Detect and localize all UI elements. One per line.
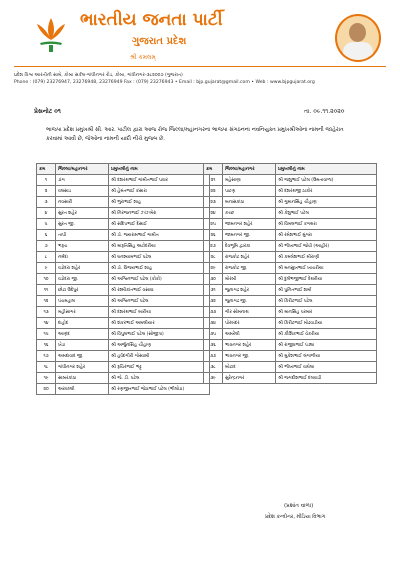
- table-row: [37, 340, 210, 351]
- row-president: શ્રી ભુરાભાઈ શાહ: [109, 197, 210, 208]
- table-row: [204, 252, 377, 263]
- table-row: [204, 340, 377, 351]
- table-row: [204, 329, 377, 340]
- row-president: શ્રી અશ્વિનભાઈ પટેલ (કોકો): [109, 274, 210, 285]
- row-president: શ્રી રાજીવભાઈ પંડ્યા: [276, 340, 377, 351]
- header-serial: ક્રમ: [37, 164, 56, 175]
- row-district: વડોદરા જી.: [56, 274, 109, 285]
- row-president: શ્રી કેશુભાઈ પટેલ: [276, 208, 377, 219]
- table-row: [204, 186, 377, 197]
- header-president: પ્રમુખશ્રીનું નામ: [276, 164, 377, 175]
- row-serial: ૩૩: [204, 307, 223, 318]
- row-serial: ૧: [37, 175, 56, 186]
- row-district: સુરત જી.: [56, 219, 109, 230]
- row-district: તાપી: [56, 230, 109, 241]
- table-row: [204, 175, 377, 186]
- row-serial: ૧૪: [37, 318, 56, 329]
- table-row: [37, 307, 210, 318]
- signatory-name: (પ્રશાંત વાળા): [284, 503, 314, 509]
- party-title: ભારતીય જનતા પાર્ટી: [80, 10, 223, 30]
- row-serial: ૭: [37, 241, 56, 252]
- row-president: શ્રી રૂચિરભાઈ ભટ્ટ: [109, 362, 210, 373]
- row-president: શ્રી મારૂતિસિંહ અટોદરીયા: [109, 241, 210, 252]
- press-note-date: તા. ૦૯.૧૧.૨૦૨૦: [304, 108, 345, 115]
- row-president: શ્રી ગુમાનસિંહ ચૌહાણ: [276, 197, 377, 208]
- row-serial: ૯: [37, 263, 56, 274]
- row-district: દેવભૂમિ દ્વારકા: [223, 241, 276, 252]
- announcement-paragraph: ભાજપા પ્રદેશ પ્રમુખશ્રી સી. આર. પાટીલ દ્વારા આજ રોજ જિલ્લા/મહાનગરના ભાજપા સંગઠનના નવનિયુક્ત પ્રમુખશ્રીઓના નામની જાહેરાત કરવામાં આવી છે, જેઓના નામની યાદી નીચે મુજબ છે.: [46, 127, 344, 142]
- row-district: નર્મદા: [56, 252, 109, 263]
- table-row: [204, 219, 377, 230]
- row-district: રાજકોટ શહેર: [223, 252, 276, 263]
- row-president: શ્રી જગદીશભાઈ દલવાડી: [276, 373, 377, 384]
- table-row: [37, 329, 210, 340]
- row-serial: ૩૨: [204, 296, 223, 307]
- row-district: અમદાવાદ જી.: [56, 351, 109, 362]
- row-serial: ૨૭: [204, 241, 223, 252]
- row-district: અમરેલી: [223, 329, 276, 340]
- row-district: ખેડા: [56, 340, 109, 351]
- row-president: શ્રી માનસિંહ પરમાર: [276, 307, 377, 318]
- table-row: [37, 208, 210, 219]
- row-district: પાટણ: [223, 186, 276, 197]
- table-row: [37, 230, 210, 241]
- row-president: શ્રી અર્જુનસિંહ ચૌહાણ: [109, 340, 210, 351]
- row-serial: ૨૬: [204, 230, 223, 241]
- table-row: [37, 285, 210, 296]
- row-president: શ્રી નિરંજનભાઈ ઝાંઝમેરા: [109, 208, 210, 219]
- row-district: છોટા ઉદેપુર: [56, 285, 109, 296]
- table-row: [204, 230, 377, 241]
- row-president: શ્રી રણજીતભાઈ જેઠાભાઈ પટેલ (ભીલોડા): [109, 384, 210, 395]
- row-district: નવસારી: [56, 197, 109, 208]
- row-district: અરવલ્લી: [56, 384, 109, 395]
- table-row: [204, 318, 377, 329]
- row-serial: ૩: [37, 197, 56, 208]
- address-line: પ્રદેશ વિશ્વ આરતીની સામે, કોબા સર્કલ-ગાંધીનગર રોડ, કોબા, ગાંધીનગર-૩૮૨૦૦૭ (ગુજરાત): [14, 73, 183, 78]
- row-serial: ૧૦: [37, 274, 56, 285]
- row-serial: ૧૭: [37, 351, 56, 362]
- row-serial: ૩૬: [204, 340, 223, 351]
- row-president: શ્રી ડૉ. વિજયભાઈ શાહ: [109, 263, 210, 274]
- row-district: કચ્છ: [223, 208, 276, 219]
- row-serial: ૨૯: [204, 263, 223, 274]
- row-district: ડાંગ: [56, 175, 109, 186]
- row-district: જામનગર શહેર: [223, 219, 276, 230]
- table-row: [37, 318, 210, 329]
- row-president: શ્રી દશરથજી ઠાકોર: [276, 186, 377, 197]
- row-serial: ૧૨: [37, 296, 56, 307]
- row-serial: ૧૯: [37, 373, 56, 384]
- row-district: દાહોદ: [56, 318, 109, 329]
- row-serial: ૩૦: [204, 274, 223, 285]
- row-serial: ૪: [37, 208, 56, 219]
- table-row: [204, 362, 377, 373]
- table-row: [37, 263, 210, 274]
- table-row: [204, 274, 377, 285]
- row-serial: ૬: [37, 230, 56, 241]
- row-president: શ્રી રમેશભાઈ મુંગરા: [276, 230, 377, 241]
- row-serial: ૧૮: [37, 362, 56, 373]
- table-row: [37, 241, 210, 252]
- table-row: [204, 197, 377, 208]
- row-serial: ૩૮: [204, 362, 223, 373]
- row-president: શ્રી જે. ડી. પટેલ: [109, 373, 210, 384]
- row-president: શ્રી અશ્વિનભાઈ પટેલ: [109, 296, 210, 307]
- row-president: શ્રી દશરથભાઈ બારીયા: [109, 307, 210, 318]
- row-president: શ્રી હેમંતભાઈ કંસારા: [109, 186, 210, 197]
- row-serial: ૧૫: [37, 329, 56, 340]
- row-district: જુનાગઢ શહેર: [223, 285, 276, 296]
- row-president: શ્રી કિરીટભાઈ મોઢવાડીયા: [276, 318, 377, 329]
- table-row: [204, 296, 377, 307]
- row-president: શ્રી મુકેશભાઈ લંગાળીયા: [276, 351, 377, 362]
- table-row: [204, 285, 377, 296]
- row-serial: ૩૭: [204, 351, 223, 362]
- row-serial: ૨૮: [204, 252, 223, 263]
- row-serial: ૨: [37, 186, 56, 197]
- president-table-right: [203, 163, 377, 384]
- table-row: [37, 252, 210, 263]
- table-row: [37, 186, 210, 197]
- row-district: રાજકોટ જી.: [223, 263, 276, 274]
- row-serial: ૨૨: [204, 186, 223, 197]
- row-district: ગીર સોમનાથ: [223, 307, 276, 318]
- row-serial: ૧૧: [37, 285, 56, 296]
- row-district: સુરત શહેર: [56, 208, 109, 219]
- table-header-row: [204, 164, 377, 175]
- row-president: શ્રી સંદિપભાઈ દેસાઈ: [109, 219, 210, 230]
- row-district: મોરબી: [223, 274, 276, 285]
- row-president: શ્રી મનસુખભાઈ ખાચરીયા: [276, 263, 377, 274]
- table-row: [37, 296, 210, 307]
- row-president: શ્રી હર્ષદગીરી ગોસ્વામી: [109, 351, 210, 362]
- row-president: શ્રી દશરથભાઈ ગાંમીતભાઈ પવાર: [109, 175, 210, 186]
- leader-portrait-icon: [335, 14, 381, 62]
- row-district: ગાંધીનગર શહેર: [56, 362, 109, 373]
- row-president: શ્રી કમલેશભાઈ મીરાણી: [276, 252, 377, 263]
- header-president: પ્રમુખશ્રીનું નામ: [109, 164, 210, 175]
- row-district: સુરેન્દ્રનગર: [223, 373, 276, 384]
- table-row: [204, 351, 377, 362]
- table-row: [37, 219, 210, 230]
- row-president: શ્રી ઘનશ્યામભાઈ પટેલ: [109, 252, 210, 263]
- row-district: પંચમહાલ: [56, 296, 109, 307]
- row-serial: ૨૪: [204, 208, 223, 219]
- letterhead: [0, 0, 400, 80]
- signatory-designation: પ્રદેશ કન્વીનર, મીડિયા વિભાગ: [265, 514, 326, 520]
- contact-line: Phone : (079) 23276947, 23276948, 23276949 Fax : (079) 23276943 • Email : bjp.gujarat@gmail.com • Web : www.bjpgujarat.org: [14, 80, 315, 85]
- row-president: શ્રી ભીખાભાઈ વાઘેલા: [276, 362, 377, 373]
- row-district: મહેસાણા: [223, 175, 276, 186]
- row-president: શ્રી વિપુલભાઈ પટેલ (સોજીત્રા): [109, 329, 210, 340]
- table-row: [204, 208, 377, 219]
- row-president: શ્રી ભીખાભાઈ જોષી (આહીર): [276, 241, 377, 252]
- row-district: ભરૂચ: [56, 241, 109, 252]
- row-president: શ્રી શંકરભાઈ અમલીયાર: [109, 318, 210, 329]
- table-header-row: [37, 164, 210, 175]
- row-district: સાબરકાંઠા: [56, 373, 109, 384]
- row-district: ભાવનગર જી.: [223, 351, 276, 362]
- row-serial: ૨૩: [204, 197, 223, 208]
- row-president: શ્રી ડૉ. જયરામભાઈ ગામીત: [109, 230, 210, 241]
- row-serial: ૮: [37, 252, 56, 263]
- row-president: શ્રી દુર્લભજીભાઈ દેથરીયા: [276, 274, 377, 285]
- row-serial: ૩૯: [204, 373, 223, 384]
- header-serial: ક્રમ: [204, 164, 223, 175]
- row-district: વડોદરા શહેર: [56, 263, 109, 274]
- row-district: ભાવનગર શહેર: [223, 340, 276, 351]
- row-president: શ્રી જશુભાઈ પટેલ (ઉમતાવાળા): [276, 175, 377, 186]
- row-district: જામનગર જી.: [223, 230, 276, 241]
- row-serial: ૧૬: [37, 340, 56, 351]
- row-district: પોરબંદર: [223, 318, 276, 329]
- table-row: [204, 263, 377, 274]
- row-serial: ૫: [37, 219, 56, 230]
- table-row: [204, 373, 377, 384]
- table-row: [37, 384, 210, 395]
- row-serial: ૩૫: [204, 329, 223, 340]
- row-serial: ૨૧: [204, 175, 223, 186]
- row-district: જુનાગઢ જી.: [223, 296, 276, 307]
- table-row: [37, 274, 210, 285]
- table-row: [37, 351, 210, 362]
- row-president: શ્રી રશ્મીકાંતભાઈ વસાવા: [109, 285, 210, 296]
- row-serial: ૩૧: [204, 285, 223, 296]
- row-district: બોટાદ: [223, 362, 276, 373]
- row-serial: ૨૦: [37, 384, 56, 395]
- lotus-logo-icon: [34, 14, 68, 54]
- table-row: [37, 362, 210, 373]
- row-serial: ૩૪: [204, 318, 223, 329]
- row-district: મહીસાગર: [56, 307, 109, 318]
- header-district: જિલ્લા/મહાનગર: [56, 164, 109, 175]
- table-row: [37, 197, 210, 208]
- press-note-number: પ્રેસનોટ ૦૧: [34, 108, 61, 115]
- table-row: [204, 307, 377, 318]
- row-district: આણંદ: [56, 329, 109, 340]
- party-tagline: શ્રી કમલમ્: [130, 54, 156, 61]
- header-district: જિલ્લા/મહાનગર: [223, 164, 276, 175]
- party-subtitle: ગુજરાત પ્રદેશ: [132, 36, 187, 47]
- row-district: વલસાડ: [56, 186, 109, 197]
- table-row: [204, 241, 377, 252]
- row-president: શ્રી કિરીટભાઈ પટેલ: [276, 296, 377, 307]
- president-table-left: [36, 163, 210, 395]
- row-president: શ્રી કૌશિકભાઈ વેકરીયા: [276, 329, 377, 340]
- row-president: શ્રી પુનિતભાઈ શર્મા: [276, 285, 377, 296]
- row-district: બનાસકાંઠા: [223, 197, 276, 208]
- row-president: શ્રી વિમલભાઈ કગથરા: [276, 219, 377, 230]
- table-row: [37, 175, 210, 186]
- row-serial: ૨૫: [204, 219, 223, 230]
- header-divider: [14, 66, 386, 67]
- table-row: [37, 373, 210, 384]
- row-serial: ૧૩: [37, 307, 56, 318]
